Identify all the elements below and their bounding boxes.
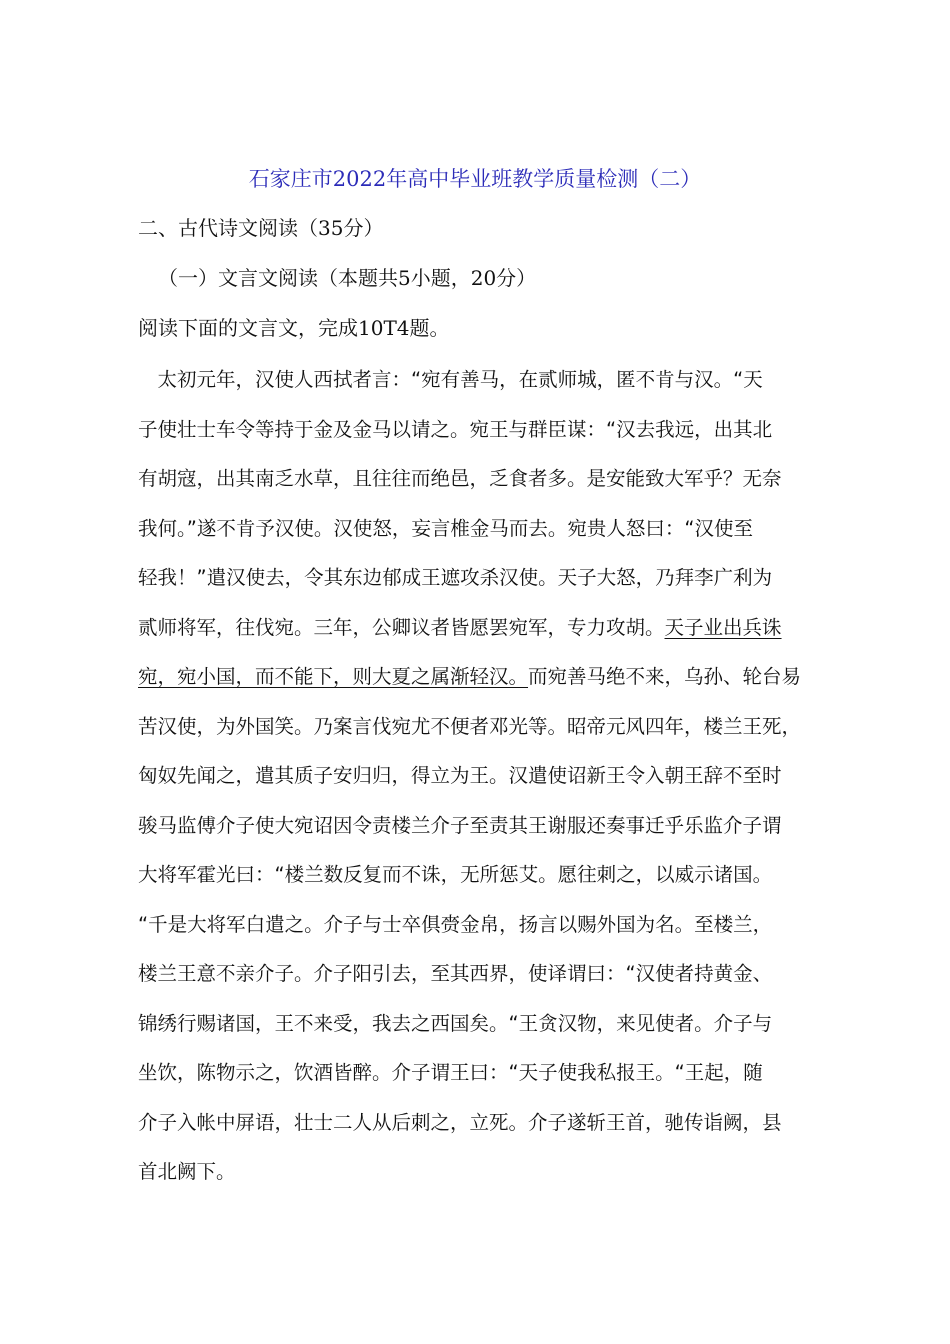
passage-text: 贰师将军，往伐宛。三年，公卿议者皆愿罢宛军，专力攻胡。 bbox=[138, 615, 665, 639]
passage-line: “千是大将军白遣之。介子与士卒俱赍金帛，扬言以赐外国为名。至楼兰， bbox=[138, 912, 773, 936]
passage-line bbox=[138, 659, 828, 709]
passage-line: 匈奴先闻之，遣其质子安归归，得立为王。汉遣使诏新王令入朝王辞不至时 bbox=[138, 764, 782, 787]
passage-line: 子使壮士车令等持于金及金马以请之。宛王与群臣谋：“汉去我远，出其北 bbox=[138, 417, 773, 441]
section-heading: 二、古代诗文阅读（35分） bbox=[138, 216, 384, 240]
passage-line: 楼兰王意不亲介子。介子阳引去，至其西界，使译谓曰：“汉使者持黄金、 bbox=[138, 962, 773, 985]
passage-text: 而宛善马绝不来，乌孙、轮台易 bbox=[528, 665, 802, 688]
underlined-sentence: 天子业出兵诛 bbox=[664, 615, 782, 639]
reading-instruction: 阅读下面的文言文，完成10T4题。 bbox=[138, 316, 450, 340]
passage-line: 锦绣行赐诸国，王不来受，我去之西国矣。“王贪汉物，来见使者。介子与 bbox=[138, 1011, 773, 1035]
passage-line bbox=[138, 610, 828, 660]
passage-line: 轻我！”遣汉使去，令其东边郁成王遮攻杀汉使。天子大怒，乃拜李广利为 bbox=[138, 566, 773, 589]
passage-line: 太初元年，汉使人西拭者言：“宛有善马，在贰师城，匿不肯与汉。“天 bbox=[138, 368, 763, 391]
subsection-heading: （一）文言文阅读（本题共5小题，20分） bbox=[158, 266, 537, 290]
passage-line: 大将军霍光曰：“楼兰数反复而不诛，无所惩艾。愿往刺之，以威示诸国。 bbox=[138, 863, 773, 886]
classical-chinese-passage bbox=[138, 362, 828, 1204]
passage-line: 我何。”遂不肯予汉使。汉使怒，妄言椎金马而去。宛贵人怒曰：“汉使至 bbox=[138, 516, 753, 540]
passage-line: 坐饮，陈物示之，饮酒皆醉。介子谓王曰：“天子使我私报王。“王起，随 bbox=[138, 1061, 763, 1084]
underlined-sentence: 宛，宛小国，而不能下，则大夏之属渐轻汉。 bbox=[138, 665, 529, 688]
passage-line: 首北阙下。 bbox=[138, 1160, 236, 1183]
passage-line: 有胡寇，出其南乏水草，且往往而绝邑，乏食者多。是安能致大军乎？无奈 bbox=[138, 467, 782, 490]
passage-line: 介子入帐中屏语，壮士二人从后刺之，立死。介子遂斩王首，驰传诣阙，县 bbox=[138, 1110, 782, 1134]
exam-title: 石家庄市2022年高中毕业班教学质量检测（二） bbox=[248, 167, 702, 191]
passage-line: 苦汉使，为外国笑。乃案言伐宛尤不便者邓光等。昭帝元风四年，楼兰王死， bbox=[138, 714, 802, 738]
passage-line: 骏马监傅介子使大宛诏因令责楼兰介子至责其王谢服还奏事迁乎乐监介子谓 bbox=[138, 813, 782, 837]
